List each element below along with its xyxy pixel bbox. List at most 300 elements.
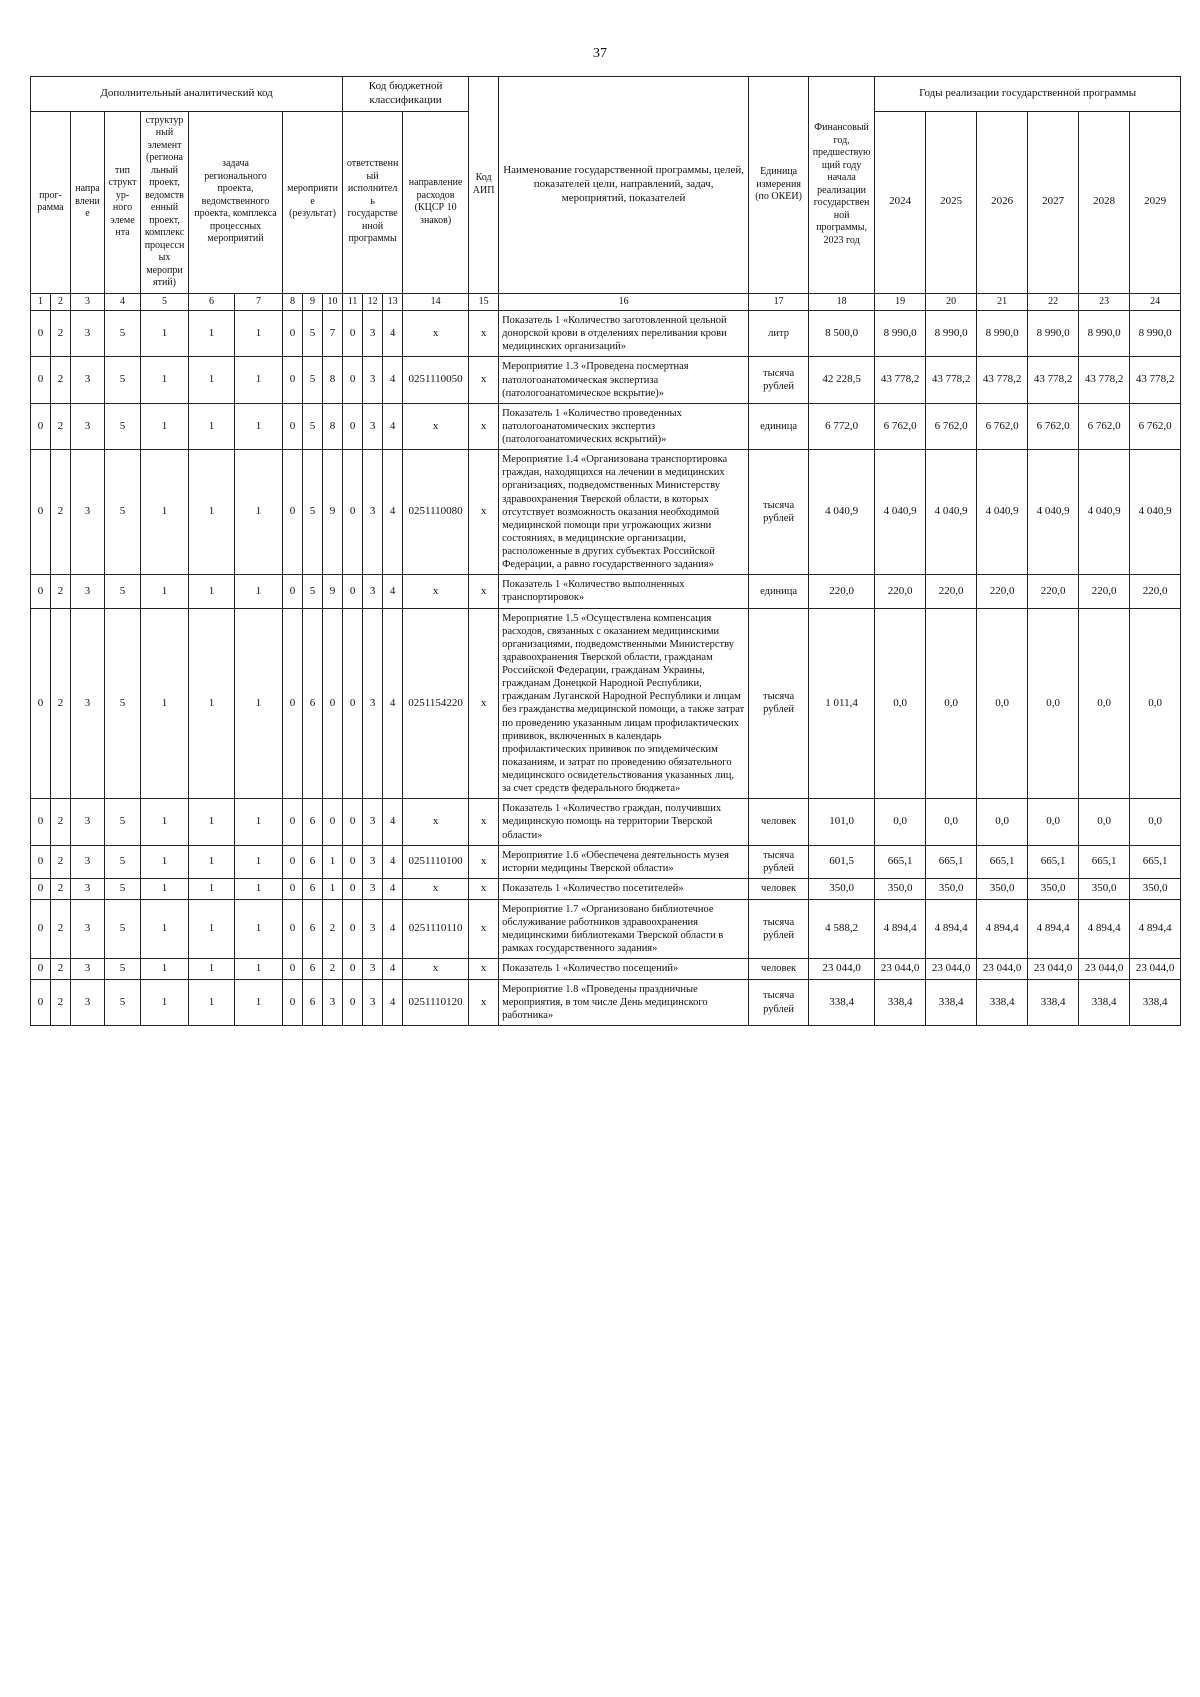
row-value-2025-cell: 350,0 — [926, 878, 977, 899]
row-value-2029-cell: 220,0 — [1130, 575, 1181, 608]
header-year-2029: 2029 — [1130, 111, 1181, 293]
row-code-c11-cell: 0 — [343, 979, 363, 1025]
row-value-2025-cell: 220,0 — [926, 575, 977, 608]
row-value-2026-cell: 0,0 — [977, 799, 1028, 845]
header-year-2025: 2025 — [926, 111, 977, 293]
row-code-c5-cell: 1 — [141, 450, 189, 575]
row-code-c4-cell: 5 — [105, 799, 141, 845]
row-name-cell: Показатель 1 «Количество посетителей» — [499, 878, 749, 899]
row-code-c6-cell: 1 — [189, 608, 235, 799]
header-name: Наименование государственной программы, целей, показателей цели, направлений, задач, мероприятий, показателей — [499, 77, 749, 294]
row-value-2027-cell: 23 044,0 — [1028, 959, 1079, 980]
column-number-cell: 16 — [499, 293, 749, 311]
row-code-c2-cell: 2 — [51, 899, 71, 959]
row-code-c13-cell: 4 — [383, 878, 403, 899]
row-code-c13-cell: 4 — [383, 450, 403, 575]
header-years-group: Годы реализации государственной программы — [875, 77, 1181, 112]
table-row — [31, 845, 1181, 878]
row-code-c5-cell: 1 — [141, 608, 189, 799]
row-code-c6-cell: 1 — [189, 959, 235, 980]
row-value-2024-cell: 4 040,9 — [875, 450, 926, 575]
row-code-c1-cell: 0 — [31, 575, 51, 608]
row-code-c9-cell: 6 — [303, 899, 323, 959]
row-code-c6-cell: 1 — [189, 878, 235, 899]
row-code-c1-cell: 0 — [31, 959, 51, 980]
header-programma: прог-рамма — [31, 111, 71, 293]
row-unit-cell: тысяча рублей — [749, 608, 809, 799]
row-code-c9-cell: 6 — [303, 845, 323, 878]
row-value-2025-cell: 338,4 — [926, 979, 977, 1025]
row-base-year-cell: 6 772,0 — [809, 403, 875, 449]
header-otvetstv: ответственный исполнитель государственной программы — [343, 111, 403, 293]
row-value-2028-cell: 8 990,0 — [1079, 311, 1130, 357]
row-name-cell: Мероприятие 1.7 «Организовано библиотечное обслуживание работников здравоохранения медицинскими библиотеками Тверской области в рамках государственного задания» — [499, 899, 749, 959]
header-year-2027: 2027 — [1028, 111, 1079, 293]
row-code-c10-cell: 9 — [323, 575, 343, 608]
row-code-c8-cell: 0 — [283, 311, 303, 357]
row-code-c8-cell: 0 — [283, 979, 303, 1025]
row-value-2029-cell: 8 990,0 — [1130, 311, 1181, 357]
row-value-2029-cell: 6 762,0 — [1130, 403, 1181, 449]
column-number-cell: 4 — [105, 293, 141, 311]
row-value-2025-cell: 6 762,0 — [926, 403, 977, 449]
row-code-c6-cell: 1 — [189, 450, 235, 575]
row-code-c15-cell: х — [469, 608, 499, 799]
row-value-2024-cell: 0,0 — [875, 608, 926, 799]
row-code-c5-cell: 1 — [141, 311, 189, 357]
row-value-2025-cell: 4 040,9 — [926, 450, 977, 575]
row-code-c11-cell: 0 — [343, 899, 363, 959]
row-code-c3-cell: 3 — [71, 959, 105, 980]
row-code-c7-cell: 1 — [235, 357, 283, 403]
row-code-c3-cell: 3 — [71, 899, 105, 959]
row-code-c1-cell: 0 — [31, 608, 51, 799]
table-row — [31, 311, 1181, 357]
row-code-c6-cell: 1 — [189, 979, 235, 1025]
row-code-c13-cell: 4 — [383, 845, 403, 878]
column-number-cell: 11 — [343, 293, 363, 311]
row-code-c6-cell: 1 — [189, 403, 235, 449]
row-code-c14-cell: 0251110080 — [403, 450, 469, 575]
row-value-2029-cell: 4 040,9 — [1130, 450, 1181, 575]
column-number-cell: 8 — [283, 293, 303, 311]
row-value-2029-cell: 23 044,0 — [1130, 959, 1181, 980]
row-code-c12-cell: 3 — [363, 899, 383, 959]
row-code-c14-cell: х — [403, 575, 469, 608]
row-base-year-cell: 350,0 — [809, 878, 875, 899]
row-code-c7-cell: 1 — [235, 959, 283, 980]
row-value-2027-cell: 350,0 — [1028, 878, 1079, 899]
row-code-c14-cell: 0251110110 — [403, 899, 469, 959]
row-code-c6-cell: 1 — [189, 311, 235, 357]
row-code-c9-cell: 6 — [303, 979, 323, 1025]
row-value-2025-cell: 0,0 — [926, 799, 977, 845]
row-code-c7-cell: 1 — [235, 311, 283, 357]
column-number-cell: 19 — [875, 293, 926, 311]
row-code-c9-cell: 6 — [303, 799, 323, 845]
header-analytic-code: Дополнительный аналитический код — [31, 77, 343, 112]
row-code-c11-cell: 0 — [343, 450, 363, 575]
row-value-2028-cell: 6 762,0 — [1079, 403, 1130, 449]
column-number-cell: 23 — [1079, 293, 1130, 311]
header-year-2024: 2024 — [875, 111, 926, 293]
row-code-c8-cell: 0 — [283, 799, 303, 845]
row-code-c9-cell: 5 — [303, 403, 323, 449]
row-code-c5-cell: 1 — [141, 403, 189, 449]
row-base-year-cell: 338,4 — [809, 979, 875, 1025]
row-code-c7-cell: 1 — [235, 403, 283, 449]
row-code-c7-cell: 1 — [235, 575, 283, 608]
row-unit-cell: человек — [749, 799, 809, 845]
row-code-c11-cell: 0 — [343, 845, 363, 878]
row-code-c15-cell: х — [469, 845, 499, 878]
row-code-c4-cell: 5 — [105, 608, 141, 799]
column-number-cell: 24 — [1130, 293, 1181, 311]
row-code-c9-cell: 5 — [303, 357, 323, 403]
row-code-c8-cell: 0 — [283, 357, 303, 403]
row-code-c3-cell: 3 — [71, 357, 105, 403]
row-value-2027-cell: 4 894,4 — [1028, 899, 1079, 959]
row-code-c13-cell: 4 — [383, 799, 403, 845]
table-row — [31, 450, 1181, 575]
row-code-c15-cell: х — [469, 878, 499, 899]
row-code-c3-cell: 3 — [71, 403, 105, 449]
row-code-c4-cell: 5 — [105, 899, 141, 959]
row-code-c7-cell: 1 — [235, 450, 283, 575]
header-budget-code: Код бюджетной классификации — [343, 77, 469, 112]
row-code-c3-cell: 3 — [71, 608, 105, 799]
row-code-c8-cell: 0 — [283, 608, 303, 799]
row-code-c6-cell: 1 — [189, 845, 235, 878]
row-code-c14-cell: 0251110120 — [403, 979, 469, 1025]
row-code-c12-cell: 3 — [363, 979, 383, 1025]
row-value-2028-cell: 4 894,4 — [1079, 899, 1130, 959]
table-row — [31, 799, 1181, 845]
row-code-c9-cell: 6 — [303, 878, 323, 899]
row-code-c13-cell: 4 — [383, 979, 403, 1025]
row-code-c4-cell: 5 — [105, 878, 141, 899]
row-code-c9-cell: 6 — [303, 959, 323, 980]
row-value-2027-cell: 43 778,2 — [1028, 357, 1079, 403]
row-code-c2-cell: 2 — [51, 311, 71, 357]
header-napr-rashodov: направление расходов (КЦСР 10 знаков) — [403, 111, 469, 293]
table-row — [31, 878, 1181, 899]
row-name-cell: Мероприятие 1.4 «Организована транспортировка граждан, находящихся на лечении в медицинских организациях, подведомственных Министерству здравоохранения Тверской области, в которых отсутствует возможность оказания необходимой медицинской помощи при угрожающих жизни состояниях, в медицинские организации, расположенные в других субъектах Российской Федерации, а равно государственного задания» — [499, 450, 749, 575]
header-tip: тип структур-ного элемента — [105, 111, 141, 293]
row-unit-cell: тысяча рублей — [749, 450, 809, 575]
row-code-c5-cell: 1 — [141, 899, 189, 959]
row-value-2024-cell: 43 778,2 — [875, 357, 926, 403]
row-value-2027-cell: 338,4 — [1028, 979, 1079, 1025]
row-code-c7-cell: 1 — [235, 899, 283, 959]
row-code-c4-cell: 5 — [105, 450, 141, 575]
row-value-2024-cell: 4 894,4 — [875, 899, 926, 959]
row-value-2025-cell: 23 044,0 — [926, 959, 977, 980]
row-code-c14-cell: х — [403, 878, 469, 899]
row-value-2026-cell: 350,0 — [977, 878, 1028, 899]
row-code-c15-cell: х — [469, 799, 499, 845]
table-body — [31, 311, 1181, 1026]
row-code-c4-cell: 5 — [105, 357, 141, 403]
row-base-year-cell: 220,0 — [809, 575, 875, 608]
row-code-c5-cell: 1 — [141, 845, 189, 878]
row-value-2026-cell: 338,4 — [977, 979, 1028, 1025]
row-code-c1-cell: 0 — [31, 403, 51, 449]
row-base-year-cell: 8 500,0 — [809, 311, 875, 357]
row-code-c13-cell: 4 — [383, 899, 403, 959]
row-code-c10-cell: 2 — [323, 899, 343, 959]
table-header — [31, 77, 1181, 311]
row-value-2028-cell: 350,0 — [1079, 878, 1130, 899]
row-value-2024-cell: 0,0 — [875, 799, 926, 845]
table-row — [31, 959, 1181, 980]
row-code-c1-cell: 0 — [31, 878, 51, 899]
row-value-2026-cell: 6 762,0 — [977, 403, 1028, 449]
row-code-c15-cell: х — [469, 311, 499, 357]
row-code-c9-cell: 5 — [303, 575, 323, 608]
row-unit-cell: человек — [749, 959, 809, 980]
row-value-2027-cell: 220,0 — [1028, 575, 1079, 608]
row-unit-cell: литр — [749, 311, 809, 357]
row-code-c15-cell: х — [469, 575, 499, 608]
row-code-c13-cell: 4 — [383, 357, 403, 403]
column-number-cell: 5 — [141, 293, 189, 311]
column-number-cell: 7 — [235, 293, 283, 311]
row-code-c9-cell: 5 — [303, 450, 323, 575]
row-value-2027-cell: 4 040,9 — [1028, 450, 1079, 575]
row-code-c4-cell: 5 — [105, 403, 141, 449]
row-code-c15-cell: х — [469, 403, 499, 449]
row-value-2028-cell: 665,1 — [1079, 845, 1130, 878]
column-number-cell: 18 — [809, 293, 875, 311]
row-code-c14-cell: х — [403, 959, 469, 980]
row-base-year-cell: 4 588,2 — [809, 899, 875, 959]
row-code-c10-cell: 0 — [323, 608, 343, 799]
column-number-cell: 13 — [383, 293, 403, 311]
row-code-c11-cell: 0 — [343, 878, 363, 899]
row-code-c12-cell: 3 — [363, 608, 383, 799]
row-code-c3-cell: 3 — [71, 799, 105, 845]
row-value-2025-cell: 4 894,4 — [926, 899, 977, 959]
row-code-c10-cell: 7 — [323, 311, 343, 357]
row-code-c15-cell: х — [469, 979, 499, 1025]
row-value-2025-cell: 0,0 — [926, 608, 977, 799]
row-base-year-cell: 42 228,5 — [809, 357, 875, 403]
row-value-2029-cell: 0,0 — [1130, 799, 1181, 845]
row-base-year-cell: 4 040,9 — [809, 450, 875, 575]
header-year-2026: 2026 — [977, 111, 1028, 293]
row-value-2029-cell: 665,1 — [1130, 845, 1181, 878]
row-code-c14-cell: 0251110050 — [403, 357, 469, 403]
row-code-c4-cell: 5 — [105, 311, 141, 357]
row-code-c1-cell: 0 — [31, 899, 51, 959]
row-value-2024-cell: 8 990,0 — [875, 311, 926, 357]
row-code-c10-cell: 0 — [323, 799, 343, 845]
row-unit-cell: тысяча рублей — [749, 899, 809, 959]
row-code-c15-cell: х — [469, 450, 499, 575]
column-number-cell: 3 — [71, 293, 105, 311]
column-numbers-row — [31, 293, 1181, 311]
row-value-2029-cell: 0,0 — [1130, 608, 1181, 799]
row-value-2028-cell: 338,4 — [1079, 979, 1130, 1025]
row-code-c7-cell: 1 — [235, 979, 283, 1025]
row-code-c2-cell: 2 — [51, 979, 71, 1025]
column-number-cell: 2 — [51, 293, 71, 311]
row-code-c8-cell: 0 — [283, 450, 303, 575]
row-code-c14-cell: х — [403, 403, 469, 449]
row-value-2029-cell: 338,4 — [1130, 979, 1181, 1025]
row-code-c10-cell: 8 — [323, 403, 343, 449]
column-number-cell: 14 — [403, 293, 469, 311]
row-value-2028-cell: 220,0 — [1079, 575, 1130, 608]
row-code-c15-cell: х — [469, 357, 499, 403]
program-table — [30, 76, 1181, 1026]
row-code-c4-cell: 5 — [105, 979, 141, 1025]
row-code-c14-cell: 0251110100 — [403, 845, 469, 878]
column-number-cell: 9 — [303, 293, 323, 311]
row-code-c2-cell: 2 — [51, 845, 71, 878]
row-code-c4-cell: 5 — [105, 575, 141, 608]
row-code-c5-cell: 1 — [141, 979, 189, 1025]
row-code-c2-cell: 2 — [51, 799, 71, 845]
row-code-c2-cell: 2 — [51, 959, 71, 980]
row-code-c10-cell: 8 — [323, 357, 343, 403]
row-value-2028-cell: 23 044,0 — [1079, 959, 1130, 980]
row-code-c2-cell: 2 — [51, 608, 71, 799]
row-value-2024-cell: 350,0 — [875, 878, 926, 899]
header-napravlenie: направление — [71, 111, 105, 293]
row-value-2027-cell: 0,0 — [1028, 799, 1079, 845]
row-unit-cell: тысяча рублей — [749, 357, 809, 403]
row-code-c1-cell: 0 — [31, 450, 51, 575]
table-row — [31, 608, 1181, 799]
page-number: 37 — [593, 46, 607, 61]
row-code-c2-cell: 2 — [51, 575, 71, 608]
column-number-cell: 6 — [189, 293, 235, 311]
row-code-c15-cell: х — [469, 899, 499, 959]
row-code-c13-cell: 4 — [383, 575, 403, 608]
row-code-c5-cell: 1 — [141, 575, 189, 608]
column-number-cell: 15 — [469, 293, 499, 311]
row-code-c2-cell: 2 — [51, 450, 71, 575]
table-row — [31, 357, 1181, 403]
row-code-c5-cell: 1 — [141, 878, 189, 899]
row-name-cell: Мероприятие 1.8 «Проведены праздничные мероприятия, в том числе День медицинского работника» — [499, 979, 749, 1025]
row-code-c13-cell: 4 — [383, 403, 403, 449]
row-code-c10-cell: 2 — [323, 959, 343, 980]
header-zadacha: задача регионального проекта, ведомственного проекта, комплекса процессных мероприятий — [189, 111, 283, 293]
row-code-c1-cell: 0 — [31, 357, 51, 403]
row-value-2027-cell: 665,1 — [1028, 845, 1079, 878]
row-code-c9-cell: 5 — [303, 311, 323, 357]
column-number-cell: 17 — [749, 293, 809, 311]
row-code-c5-cell: 1 — [141, 799, 189, 845]
row-value-2028-cell: 43 778,2 — [1079, 357, 1130, 403]
column-number-cell: 12 — [363, 293, 383, 311]
row-name-cell: Мероприятие 1.5 «Осуществлена компенсация расходов, связанных с оказанием медицинскими организациями, подведомственными Министерству здравоохранения Тверской области, гражданам Российской Федерации, гражданам Украины, гражданам Донецкой Народной Республики, гражданам Луганской Народной Республики и лицам без гражданства медицинской помощи, а также затрат по проведению указанным лицам профилактических прививок, включенных в календарь профилактических прививок по эпидемическим показаниям, и затрат по проведению обязательного медицинского освидетельствования указанных лиц, за счет средств федерального бюджета» — [499, 608, 749, 799]
row-code-c3-cell: 3 — [71, 575, 105, 608]
row-value-2027-cell: 8 990,0 — [1028, 311, 1079, 357]
row-unit-cell: тысяча рублей — [749, 979, 809, 1025]
row-code-c6-cell: 1 — [189, 575, 235, 608]
row-code-c11-cell: 0 — [343, 799, 363, 845]
row-code-c11-cell: 0 — [343, 608, 363, 799]
row-code-c14-cell: 0251154220 — [403, 608, 469, 799]
row-code-c12-cell: 3 — [363, 845, 383, 878]
row-code-c8-cell: 0 — [283, 959, 303, 980]
header-struct: структурный элемент (региональный проект, ведомственный проект, комплекс процессных мероприятий) — [141, 111, 189, 293]
row-code-c7-cell: 1 — [235, 608, 283, 799]
row-code-c8-cell: 0 — [283, 403, 303, 449]
row-name-cell: Показатель 1 «Количество выполненных транспортировок» — [499, 575, 749, 608]
row-base-year-cell: 101,0 — [809, 799, 875, 845]
row-code-c6-cell: 1 — [189, 899, 235, 959]
row-code-c10-cell: 3 — [323, 979, 343, 1025]
row-code-c11-cell: 0 — [343, 357, 363, 403]
row-code-c8-cell: 0 — [283, 899, 303, 959]
row-code-c1-cell: 0 — [31, 799, 51, 845]
table-row — [31, 575, 1181, 608]
table-row — [31, 403, 1181, 449]
row-code-c3-cell: 3 — [71, 450, 105, 575]
row-unit-cell: единица — [749, 403, 809, 449]
row-unit-cell: тысяча рублей — [749, 845, 809, 878]
row-code-c8-cell: 0 — [283, 575, 303, 608]
row-code-c14-cell: х — [403, 311, 469, 357]
header-kod-aip: Код АИП — [469, 77, 499, 294]
header-year-2028: 2028 — [1079, 111, 1130, 293]
row-name-cell: Мероприятие 1.6 «Обеспечена деятельность музея истории медицины Тверской области» — [499, 845, 749, 878]
column-number-cell: 20 — [926, 293, 977, 311]
row-code-c11-cell: 0 — [343, 403, 363, 449]
table-row — [31, 899, 1181, 959]
row-value-2026-cell: 4 894,4 — [977, 899, 1028, 959]
row-code-c7-cell: 1 — [235, 799, 283, 845]
row-name-cell: Показатель 1 «Количество граждан, получивших медицинскую помощь на территории Тверской области» — [499, 799, 749, 845]
row-value-2024-cell: 665,1 — [875, 845, 926, 878]
row-value-2024-cell: 6 762,0 — [875, 403, 926, 449]
row-base-year-cell: 1 011,4 — [809, 608, 875, 799]
header-meropriyatie: мероприятие (результат) — [283, 111, 343, 293]
row-value-2024-cell: 220,0 — [875, 575, 926, 608]
row-value-2026-cell: 665,1 — [977, 845, 1028, 878]
header-fin-year: Финансовый год, предшествующий году начала реализации государственной программы, 2023 год — [809, 77, 875, 294]
row-value-2028-cell: 4 040,9 — [1079, 450, 1130, 575]
row-code-c8-cell: 0 — [283, 845, 303, 878]
row-base-year-cell: 601,5 — [809, 845, 875, 878]
row-code-c14-cell: х — [403, 799, 469, 845]
header-unit: Единица измерения (по ОКЕИ) — [749, 77, 809, 294]
row-name-cell: Показатель 1 «Количество посещений» — [499, 959, 749, 980]
row-code-c12-cell: 3 — [363, 311, 383, 357]
row-code-c5-cell: 1 — [141, 959, 189, 980]
row-value-2026-cell: 4 040,9 — [977, 450, 1028, 575]
column-number-cell: 10 — [323, 293, 343, 311]
row-code-c12-cell: 3 — [363, 450, 383, 575]
row-value-2024-cell: 23 044,0 — [875, 959, 926, 980]
row-code-c12-cell: 3 — [363, 403, 383, 449]
row-code-c6-cell: 1 — [189, 357, 235, 403]
row-value-2026-cell: 0,0 — [977, 608, 1028, 799]
row-code-c7-cell: 1 — [235, 845, 283, 878]
row-code-c1-cell: 0 — [31, 979, 51, 1025]
row-code-c2-cell: 2 — [51, 878, 71, 899]
row-code-c10-cell: 9 — [323, 450, 343, 575]
row-code-c3-cell: 3 — [71, 311, 105, 357]
row-code-c8-cell: 0 — [283, 878, 303, 899]
row-code-c11-cell: 0 — [343, 311, 363, 357]
row-code-c13-cell: 4 — [383, 959, 403, 980]
